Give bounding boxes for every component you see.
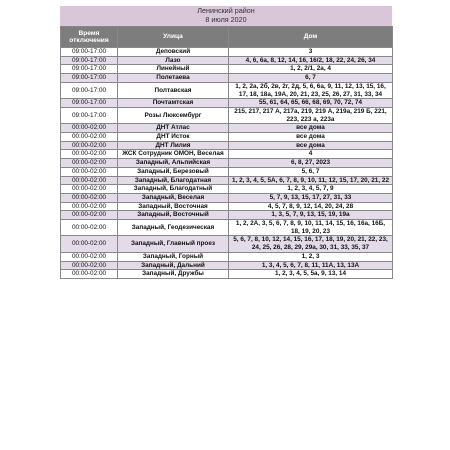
cell-street: Западный, Березовый bbox=[118, 167, 229, 176]
table-body bbox=[61, 48, 393, 279]
table-row bbox=[61, 65, 393, 74]
cell-house: 4 bbox=[229, 150, 393, 159]
cell-time: 00:00-02:00 bbox=[61, 141, 118, 150]
table-row bbox=[61, 56, 393, 65]
cell-house: 1, 2, 2А, 3, 5, 6, 7, 8, 9, 10, 11, 14, 15, 16, 16а, 16Б, 18, 19, 20, 23 bbox=[229, 220, 393, 236]
cell-house: 1, 2, 3, 4, 5, 5а, 9, 13, 14 bbox=[229, 270, 393, 279]
cell-time: 00:00-02:00 bbox=[61, 236, 118, 252]
cell-street: Деповский bbox=[118, 48, 229, 57]
cell-house: 1, 3, 4, 5, 6, 7, 8, 11, 11А, 13, 13А bbox=[229, 261, 393, 270]
cell-time: 00:00-02:00 bbox=[61, 193, 118, 202]
table-row bbox=[61, 252, 393, 261]
cell-house: 4, 5, 7, 8, 9, 12, 14, 20, 24, 28 bbox=[229, 202, 393, 211]
table-row bbox=[61, 261, 393, 270]
cell-time: 00:00-02:00 bbox=[61, 220, 118, 236]
table-row bbox=[61, 124, 393, 133]
cell-house: 1, 2, 3 bbox=[229, 252, 393, 261]
table-row bbox=[61, 159, 393, 168]
table-row bbox=[61, 202, 393, 211]
table-row bbox=[61, 211, 393, 220]
table-row bbox=[61, 270, 393, 279]
table-row bbox=[61, 167, 393, 176]
cell-time: 00:00-02:00 bbox=[61, 185, 118, 194]
cell-house: 215, 217, 217 А, 217а, 219, 219 А, 219а, 219 Б, 221, 223, 223 а, 223а bbox=[229, 107, 393, 123]
cell-house: 4, 6, 6а, 8, 12, 14, 16, 16/2, 18, 22, 24, 26, 34 bbox=[229, 56, 393, 65]
cell-house: 5, 7, 9, 13, 15, 17, 27, 31, 33 bbox=[229, 193, 393, 202]
cell-time: 00:00-02:00 bbox=[61, 133, 118, 142]
cell-time: 09:00-17:00 bbox=[61, 65, 118, 74]
cell-street: Розы Люксембург bbox=[118, 107, 229, 123]
cell-street: Западный, Геодезическая bbox=[118, 220, 229, 236]
cell-time: 09:00-17:00 bbox=[61, 82, 118, 98]
cell-house: все дома bbox=[229, 133, 393, 142]
cell-house: все дома bbox=[229, 141, 393, 150]
cell-time: 00:00-02:00 bbox=[61, 159, 118, 168]
cell-house: 1, 2, 2/1, 2а, 4 bbox=[229, 65, 393, 74]
cell-street: Западный, Веселая bbox=[118, 193, 229, 202]
cell-time: 00:00-02:00 bbox=[61, 252, 118, 261]
cell-time: 00:00-02:00 bbox=[61, 150, 118, 159]
outage-table bbox=[60, 26, 393, 279]
cell-street: Почтамтская bbox=[118, 99, 229, 108]
cell-street: ЖСК Сотрудник ОМОН, Веселая bbox=[118, 150, 229, 159]
cell-street: Западный, Восточная bbox=[118, 202, 229, 211]
cell-time: 09:00-17:00 bbox=[61, 107, 118, 123]
cell-house: 5, 6, 7, 8, 10, 12, 14, 15, 16, 17, 18, 19, 20, 21, 22, 23, 24, 25, 26, 28, 29, 29а, 30, 31, 33, 35, 37 bbox=[229, 236, 393, 252]
cell-house: 3 bbox=[229, 48, 393, 57]
cell-street: Западный, Главный проез bbox=[118, 236, 229, 252]
table-row bbox=[61, 185, 393, 194]
cell-time: 09:00-17:00 bbox=[61, 99, 118, 108]
cell-house: 6, 8, 27, 2023 bbox=[229, 159, 393, 168]
table-row bbox=[61, 48, 393, 57]
district-title: Ленинский район bbox=[197, 6, 255, 15]
cell-street: Западный, Благодатная bbox=[118, 176, 229, 185]
table-row bbox=[61, 193, 393, 202]
cell-street: Западный, Восточный bbox=[118, 211, 229, 220]
cell-street: Полетаева bbox=[118, 74, 229, 83]
cell-time: 00:00-02:00 bbox=[61, 270, 118, 279]
cell-street: ДНТ Лилия bbox=[118, 141, 229, 150]
cell-street: ДНТ Атлас bbox=[118, 124, 229, 133]
cell-house: 1, 2, 3, 4, 5, 7, 9 bbox=[229, 185, 393, 194]
table-row bbox=[61, 74, 393, 83]
outage-schedule-sheet bbox=[60, 6, 392, 279]
cell-time: 09:00-17:00 bbox=[61, 48, 118, 57]
cell-time: 00:00-02:00 bbox=[61, 211, 118, 220]
table-header-row bbox=[61, 27, 393, 48]
cell-street: Линейный bbox=[118, 65, 229, 74]
table-row bbox=[61, 176, 393, 185]
table-row bbox=[61, 82, 393, 98]
cell-time: 00:00-02:00 bbox=[61, 167, 118, 176]
table-row bbox=[61, 107, 393, 123]
cell-street: Полтавская bbox=[118, 82, 229, 98]
cell-time: 00:00-02:00 bbox=[61, 124, 118, 133]
cell-street: Западный, Дальний bbox=[118, 261, 229, 270]
table-row bbox=[61, 150, 393, 159]
column-header-time: Время отключения bbox=[61, 27, 118, 48]
cell-time: 09:00-17:00 bbox=[61, 56, 118, 65]
table-row bbox=[61, 220, 393, 236]
cell-house: все дома bbox=[229, 124, 393, 133]
cell-street: ДНТ Исток bbox=[118, 133, 229, 142]
cell-time: 09:00-17:00 bbox=[61, 74, 118, 83]
cell-house: 1, 2, 3, 4, 5, 5А, 6, 7, 8, 9, 10, 11, 12, 15, 17, 20, 21, 22 bbox=[229, 176, 393, 185]
cell-street: Западный, Благодатный bbox=[118, 185, 229, 194]
cell-house: 55, 61, 64, 65, 66, 68, 69, 70, 72, 74 bbox=[229, 99, 393, 108]
column-header-street: Улица bbox=[118, 27, 229, 48]
table-row bbox=[61, 141, 393, 150]
cell-time: 00:00-02:00 bbox=[61, 202, 118, 211]
cell-time: 00:00-02:00 bbox=[61, 176, 118, 185]
schedule-title bbox=[60, 6, 392, 26]
cell-house: 6, 7 bbox=[229, 74, 393, 83]
schedule-date: 8 июля 2020 bbox=[205, 14, 247, 24]
column-header-house: Дом bbox=[229, 27, 393, 48]
cell-house: 5, 6, 7 bbox=[229, 167, 393, 176]
cell-time: 00:00-02:00 bbox=[61, 261, 118, 270]
cell-street: Западный, Горный bbox=[118, 252, 229, 261]
cell-house: 1, 3, 5, 7, 9, 13, 15, 19, 19а bbox=[229, 211, 393, 220]
cell-street: Западный, Дружбы bbox=[118, 270, 229, 279]
cell-street: Лазо bbox=[118, 56, 229, 65]
table-row bbox=[61, 99, 393, 108]
table-row bbox=[61, 133, 393, 142]
table-row bbox=[61, 236, 393, 252]
cell-house: 1, 2, 2а, 2б, 2в, 2г, 2д, 5, 6, 6а, 9, 11, 12, 13, 15, 16, 17, 18, 18а, 19А, 20, 21, 23, 25, 26, 27, 31, 33, 34 bbox=[229, 82, 393, 98]
cell-street: Западный, Альпийская bbox=[118, 159, 229, 168]
